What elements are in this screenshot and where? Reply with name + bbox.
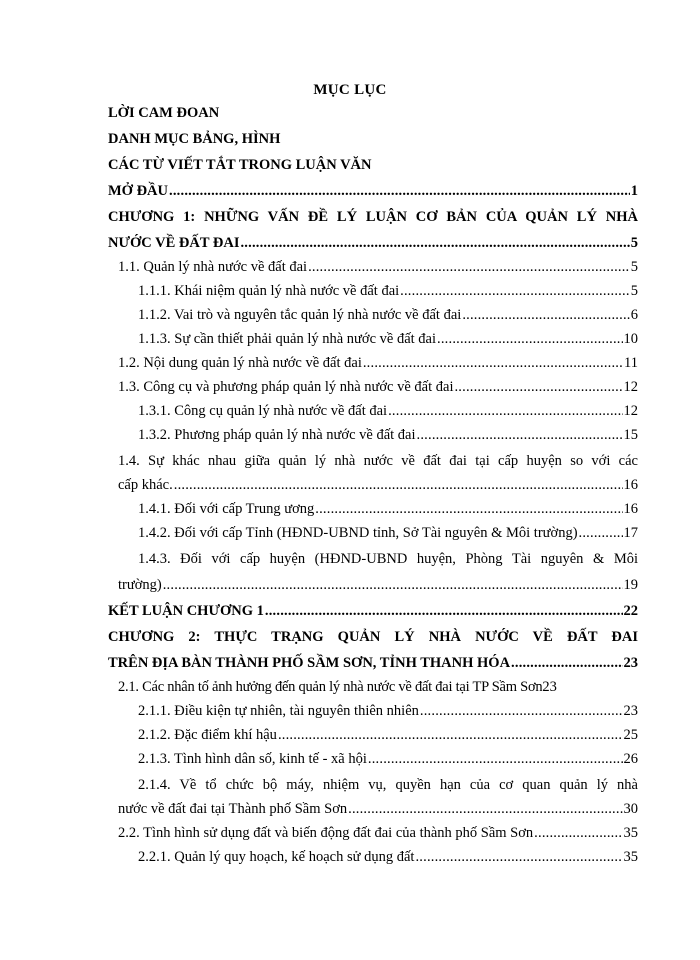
toc-entry-label: CHƯƠNG 1: NHỮNG VẤN ĐỀ LÝ LUẬN CƠ BẢN CỦA QUẢN LÝ NHÀ: [108, 209, 638, 225]
toc-entry-2-1-1[interactable]: [138, 696, 638, 720]
toc-chapter-1-line1[interactable]: [108, 202, 638, 226]
toc-page-number: 22: [623, 603, 638, 619]
toc-page-number: 23: [542, 679, 557, 695]
toc-entry-2-2-1[interactable]: [138, 842, 638, 866]
toc-entry-label: 1.2. Nội dung quản lý nhà nước về đất đai: [118, 355, 362, 371]
dot-leader: [368, 750, 623, 768]
toc-entry-label: 1.4.3. Đối với cấp huyện (HĐND-UBND huyện, Phòng Tài nguyên & Môi: [138, 551, 638, 567]
dot-leader: [265, 602, 623, 620]
toc-page-number: 23: [623, 655, 638, 671]
toc-entry-1-3-1[interactable]: [138, 396, 638, 420]
toc-entry-label: 1.1.1. Khái niệm quản lý nhà nước về đất đai: [138, 283, 400, 299]
toc-entry-label: nước về đất đai tại Thành phố Sầm Sơn: [118, 801, 348, 817]
toc-page-number: 16: [623, 501, 638, 517]
dot-leader: [169, 182, 630, 200]
toc-entry-label: cấp khác.: [118, 477, 173, 493]
toc-entry-label: 2.1.1. Điều kiện tự nhiên, tài nguyên thiên nhiên: [138, 703, 419, 719]
toc-entry-label: 2.1.2. Đặc điểm khí hậu: [138, 727, 277, 743]
toc-entry-label: 1.4.1. Đối với cấp Trung ương: [138, 501, 315, 517]
toc-page-number: 23: [623, 703, 638, 719]
dot-leader: [437, 330, 622, 348]
dot-leader: [278, 726, 623, 744]
dot-leader: [511, 654, 622, 672]
toc-entry-label: 1.1.3. Sự cần thiết phải quản lý nhà nước về đất đai: [138, 331, 437, 347]
dot-leader: [579, 524, 623, 542]
dot-leader: [534, 824, 622, 842]
toc-page-number: 6: [630, 307, 638, 323]
toc-entry-1-1-1[interactable]: [138, 276, 638, 300]
toc-entry-1-4-line2[interactable]: [118, 470, 638, 494]
toc-page-number: 11: [624, 355, 638, 371]
toc-entry-label: 1.1.2. Vai trò và nguyên tắc quản lý nhà nước về đất đai: [138, 307, 462, 323]
toc-entry-label: 1.4.2. Đối với cấp Tỉnh (HĐND-UBND tỉnh, Sở Tài nguyên & Môi trường): [138, 525, 578, 541]
toc-entry-1-3-2[interactable]: [138, 420, 638, 444]
toc-entry-label: 1.4. Sự khác nhau giữa quản lý nhà nước về đất đai tại cấp huyện so với các: [118, 453, 638, 469]
dot-leader: [308, 258, 630, 276]
toc-entry-label: NƯỚC VỀ ĐẤT ĐAI: [108, 235, 240, 251]
dot-leader: [420, 702, 623, 720]
toc-entry-label: LỜI CAM ĐOAN: [108, 105, 220, 121]
toc-entry-label: 2.1.4. Về tổ chức bộ máy, nhiệm vụ, quyền hạn của cơ quan quản lý nhà: [138, 777, 638, 793]
toc-entry-label: KẾT LUẬN CHƯƠNG 1: [108, 603, 264, 619]
toc-entry-label: CÁC TỪ VIẾT TẮT TRONG LUẬN VĂN: [108, 157, 372, 173]
toc-page-number: 25: [623, 727, 638, 743]
toc-title: MỤC LỤC: [313, 82, 387, 98]
toc-entry-2-1-4-line1[interactable]: [138, 770, 638, 794]
toc-page-number: 12: [623, 379, 638, 395]
toc-entry-label: 2.2. Tình hình sử dụng đất và biến động đất đai của thành phố Sầm Sơn: [118, 825, 534, 841]
toc-entry-1-4-1[interactable]: [138, 494, 638, 518]
toc-entry-ket-luan-1[interactable]: [108, 596, 638, 620]
toc-entry-label: 1.3. Công cụ và phương pháp quản lý nhà nước về đất đai: [118, 379, 454, 395]
toc-entry-2-2[interactable]: [118, 818, 638, 842]
toc-entry-label: 1.3.2. Phương pháp quản lý nhà nước về đất đai: [138, 427, 416, 443]
toc-page-number: 19: [623, 577, 638, 593]
toc-page-number: 30: [623, 801, 638, 817]
toc-entry-1-4-2[interactable]: [138, 518, 638, 542]
toc-entry-label: MỞ ĐẦU: [108, 183, 169, 199]
toc-page-number: 12: [623, 403, 638, 419]
dot-leader: [388, 402, 622, 420]
toc-entry-1-1-3[interactable]: [138, 324, 638, 348]
dot-leader: [454, 378, 622, 396]
toc-entry-label: 1.1. Quản lý nhà nước về đất đai: [118, 259, 308, 275]
toc-chapter-2-line1[interactable]: [108, 622, 638, 646]
toc-entry-label: trường): [118, 577, 162, 593]
toc-entry-tu-viet-tat[interactable]: [108, 150, 628, 174]
toc-chapter-1-line2[interactable]: [108, 228, 638, 252]
toc-entry-1-3[interactable]: [118, 372, 638, 396]
toc-page-number: 35: [623, 849, 638, 865]
toc-entry-label: 1.3.1. Công cụ quản lý nhà nước về đất đai: [138, 403, 388, 419]
dot-leader: [348, 800, 622, 818]
toc-page-number: 5: [630, 259, 638, 275]
toc-entry-mo-dau[interactable]: [108, 176, 638, 200]
toc-page-number: 1: [630, 183, 638, 199]
toc-entry-2-1[interactable]: [118, 672, 638, 696]
toc-page-number: 17: [623, 525, 638, 541]
dot-leader: [240, 234, 629, 252]
toc-page-number: 10: [623, 331, 638, 347]
toc-entry-label: 2.2.1. Quản lý quy hoạch, kế hoạch sử dụng đất: [138, 849, 415, 865]
toc-page-number: 16: [623, 477, 638, 493]
dot-leader: [163, 576, 623, 594]
toc-entry-1-4-3-line2[interactable]: [118, 570, 638, 594]
toc-page-number: 5: [630, 235, 638, 251]
dot-leader: [315, 500, 622, 518]
dot-leader: [415, 848, 622, 866]
toc-entry-label: TRÊN ĐỊA BÀN THÀNH PHỐ SẦM SƠN, TỈNH THANH HÓA: [108, 655, 511, 671]
toc-entry-1-2[interactable]: [118, 348, 638, 372]
dot-leader: [363, 354, 623, 372]
toc-entry-1-4-3-line1[interactable]: [138, 544, 638, 568]
dot-leader: [417, 426, 623, 444]
toc-entry-label: DANH MỤC BẢNG, HÌNH: [108, 131, 281, 147]
toc-entry-2-1-2[interactable]: [138, 720, 638, 744]
toc-page-number: 5: [630, 283, 638, 299]
toc-page-number: 35: [623, 825, 638, 841]
toc-page-number: 15: [623, 427, 638, 443]
toc-entry-loi-cam-doan[interactable]: [108, 98, 628, 122]
toc-entry-2-1-4-line2[interactable]: [118, 794, 638, 818]
toc-entry-1-1-2[interactable]: [138, 300, 638, 324]
toc-chapter-2-line2[interactable]: [108, 648, 638, 672]
toc-page-number: 26: [623, 751, 638, 767]
dot-leader: [462, 306, 629, 324]
toc-entry-1-1[interactable]: [118, 252, 638, 276]
toc-entry-label: CHƯƠNG 2: THỰC TRẠNG QUẢN LÝ NHÀ NƯỚC VỀ ĐẤT ĐAI: [108, 629, 638, 645]
toc-entry-label: 2.1. Các nhân tố ảnh hưởng đến quản lý nhà nước về đất đai tại TP Sầm Sơn: [118, 679, 543, 695]
dot-leader: [174, 476, 623, 494]
toc-entry-label: 2.1.3. Tình hình dân số, kinh tế - xã hội: [138, 751, 367, 767]
toc-entry-1-4-line1[interactable]: [118, 446, 638, 470]
dot-leader: [400, 282, 630, 300]
toc-entry-danh-muc[interactable]: [108, 124, 628, 148]
toc-entry-2-1-3[interactable]: [138, 744, 638, 768]
